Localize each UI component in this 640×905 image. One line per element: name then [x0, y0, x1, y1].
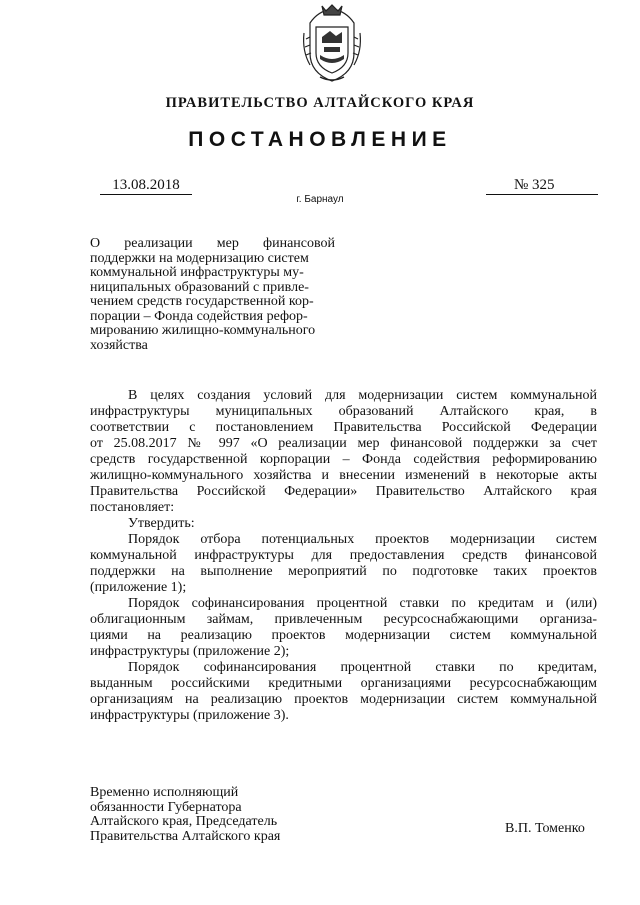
body-line: В целях создания условий для модернизации систем коммунальной: [128, 388, 597, 403]
document-type-title: ПОСТАНОВЛЕНИЕ: [188, 128, 452, 151]
subject-line: мированию жилищно-коммунального: [90, 323, 316, 338]
coat-of-arms-emblem: [300, 3, 364, 83]
body-line: коммунальной инфраструктуры для предоставления средств финансовой: [90, 548, 597, 563]
signer-name: В.П. Томенко: [505, 821, 585, 836]
body-line: соответствии с постановлением Правительства Российской Федерации: [90, 420, 597, 435]
government-name: ПРАВИТЕЛЬСТВО АЛТАЙСКОГО КРАЯ: [165, 95, 475, 111]
body-line: Утвердить:: [128, 516, 195, 531]
body-line: инфраструктуры муниципальных образований Алтайского края, в: [90, 404, 597, 419]
subject-line: хозяйства: [90, 337, 148, 353]
signer-position-line: Правительства Алтайского края: [90, 828, 281, 844]
body-line: инфраструктуры (приложение 2);: [90, 644, 290, 659]
body-line: (приложение 1);: [90, 580, 187, 595]
document-city: г. Барнаул: [296, 194, 344, 205]
signer-position-line: обязанности Губернатора: [90, 799, 242, 815]
subject-line: ниципальных образований с привле-: [90, 279, 309, 295]
signer-position: [90, 786, 370, 844]
signer-position-line: Временно исполняющий: [90, 785, 239, 800]
document-date: 13.08.2018: [100, 177, 192, 195]
document-number-value: № 325: [514, 177, 555, 193]
body-line: средств государственной корпорации – Фонда содействия реформированию: [90, 452, 597, 467]
subject-line: О реализации мер финансовой: [90, 236, 335, 251]
body-line: циями на реализацию проектов модернизации систем коммунальной: [90, 628, 597, 643]
body-line: организациям на реализацию проектов модернизации систем коммунальной: [90, 692, 597, 707]
body-line: выданным российскими кредитными организациями ресурсоснабжающим: [90, 676, 597, 691]
document-body: [90, 388, 597, 724]
body-line: Порядок софинансирования процентной ставки по кредитам и (или): [128, 596, 597, 611]
subject-line: коммунальной инфраструктуры му-: [90, 265, 304, 280]
subject-line: поддержки на модернизацию систем: [90, 250, 309, 266]
subject-line: порации – Фонда содействия рефор-: [90, 308, 308, 324]
body-line: Порядок отбора потенциальных проектов модернизации систем: [128, 532, 597, 547]
body-line: постановляет:: [90, 500, 175, 515]
body-line: поддержки на выполнение мероприятий по подготовке таких проектов: [90, 564, 597, 579]
signer-position-line: Алтайского края, Председатель: [90, 814, 278, 829]
document-subject: [90, 237, 335, 353]
body-line: от 25.08.2017 № 997 «О реализации мер финансовой поддержки за счет: [90, 436, 597, 451]
body-line: инфраструктуры (приложение 3).: [90, 708, 289, 723]
body-line: жилищно-коммунального хозяйства и внесении изменений в некоторые акты: [90, 468, 597, 483]
subject-line: чением средств государственной кор-: [90, 294, 314, 309]
body-line: облигационным займам, привлеченным ресурсоснабжающими организа-: [90, 612, 597, 627]
document-number: [486, 177, 598, 195]
body-line: Правительства Российской Федерации» Правительство Алтайского края: [90, 484, 597, 499]
body-line: Порядок софинансирования процентной ставки по кредитам,: [128, 660, 597, 675]
